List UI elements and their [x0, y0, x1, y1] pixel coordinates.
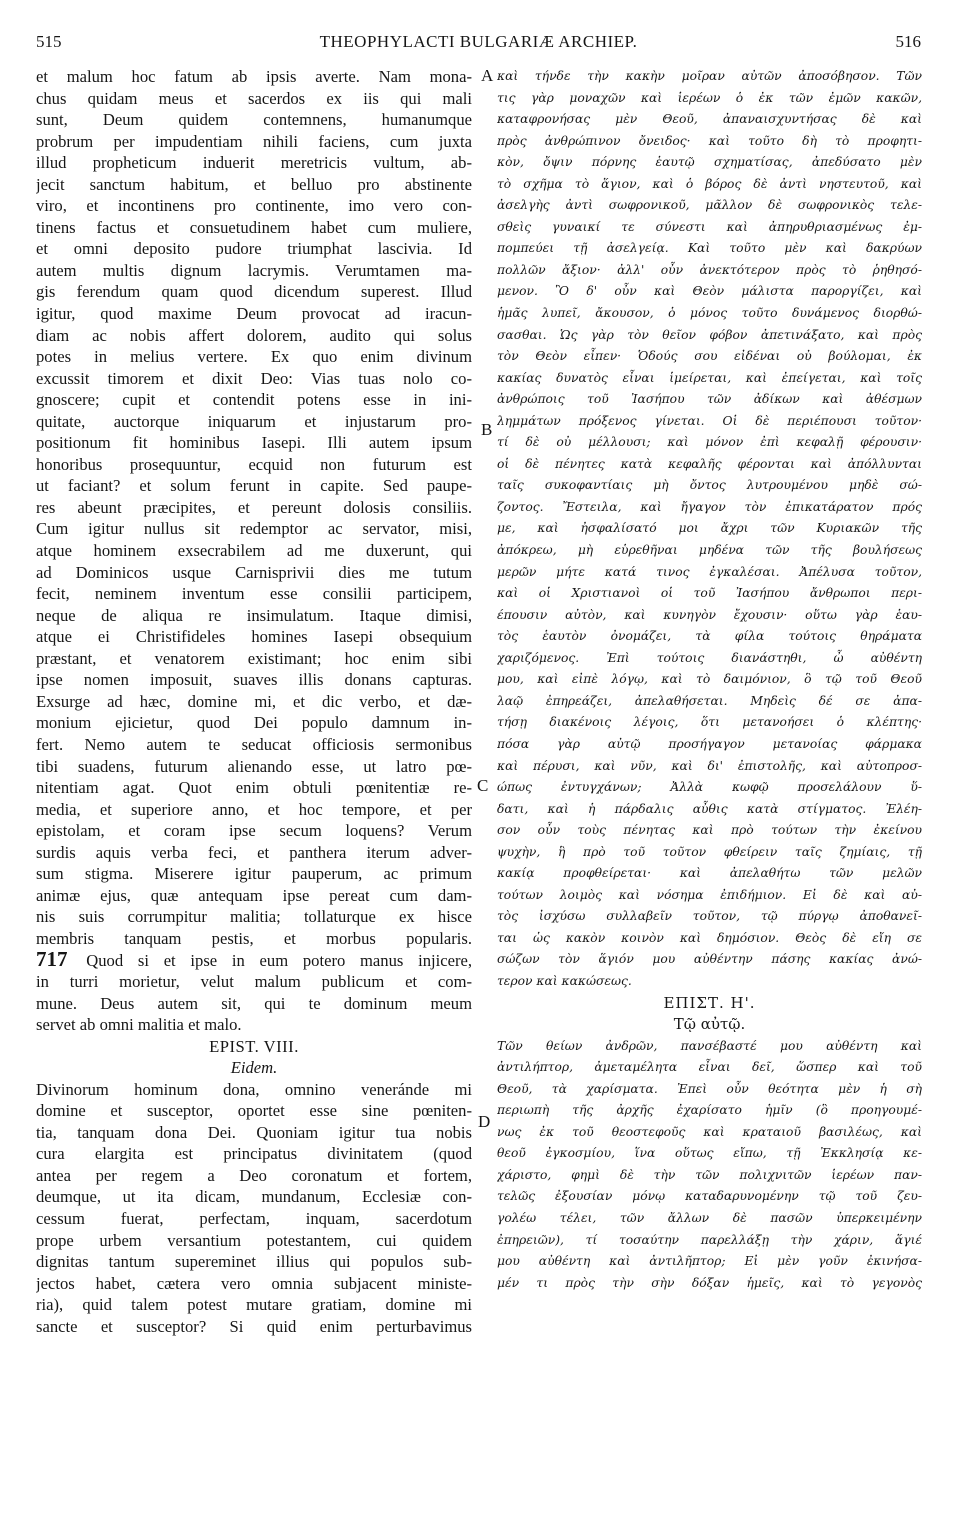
- text-line: μενον. Ὃ δ' οὖν καὶ Θεὸν μάλιστα παροργίζει, καὶ: [497, 284, 922, 299]
- text-line: deumque, ut ita dicam, mundanum, Ecclesiæ con-: [36, 1187, 472, 1207]
- text-line: δατι, καὶ ἡ πάρδαλις αὖθις κατὰ στίγματος. Ἐλέη-: [497, 801, 922, 816]
- text-line: μου, καὶ εἰπὲ λόγῳ, καὶ τὸ δαιμόνιον, ὃ τῷ τοῦ Θεοῦ: [497, 672, 922, 687]
- text-line-with-column-number: [36, 949, 472, 971]
- text-line: ἀντιλήπτορ, ἀμεταμέλητα εἶναι δεῖ, ὥσπερ καὶ τοῦ: [497, 1060, 922, 1075]
- text-line: ria), quid talem potest mutare gratiam, domine mi: [36, 1295, 472, 1315]
- epistle-addressee-latin: Eidem.: [230, 1058, 278, 1078]
- text-line: καταφρονήσας μὲν Θεοῦ, ἀπαναισχυντήσας δὲ καὶ: [497, 112, 922, 127]
- text-line: Θεοῦ, τὰ χαρίσματα. Ἐπεὶ οὖν θεότητα μὲν ἡ σὴ: [497, 1081, 922, 1096]
- text-line: ζοντος. Ἔστειλα, καὶ ἤγαγον τὸν ἐπικατάρατον πρός: [497, 499, 922, 514]
- text-line: νως ἐκ τοῦ θεοστεφοῦς καὶ κραταιοῦ βασιλέως, καὶ: [497, 1124, 922, 1139]
- greek-column: [497, 66, 922, 1294]
- text-line: ipse nomen imposuit, suaves illis donans capturas.: [36, 670, 472, 690]
- text-line: quitate, auctorque iniquarum et injustarum pro-: [36, 411, 472, 431]
- text-line: ut faciant? et solum ferunt in capite. Sed paupe-: [36, 476, 472, 496]
- text-line: χαριζόμενος. Ἐπὶ τούτοις διανάστηθι, ὦ αὐθέντη: [497, 650, 922, 665]
- text-line: ἀσελγὴς ἀντὶ σωφρονικοῦ, μᾶλλον δὲ σωφρονικὸς τελε-: [497, 198, 922, 213]
- margin-letter-b: B: [481, 420, 493, 439]
- text-line: ταῖς συκοφαντίαις μὴ ὄντος λυτρουμένου μηδὲ σώ-: [497, 478, 922, 493]
- text-line: τὸς ἑαυτὸν ὀνομάζει, τὰ φίλα τούτοις θηράματα: [497, 629, 922, 644]
- text-line: autem multis dignum lacrymis. Verumtamen ma-: [36, 260, 472, 280]
- text-line: probrum per impudentiam nihili faciens, cum juxta: [36, 131, 472, 151]
- text-line: atque ei Christifideles homines Iasepi obsequium: [36, 627, 472, 647]
- text-line: τὸ σχῆμα τὸ ἅγιον, καὶ ὁ βόρος δὲ ἀντὶ νηστευτοῦ, καὶ: [497, 176, 922, 191]
- text-line: ἀνθρώποις τοῦ Ἰασήπου τῶν ἀδίκων καὶ ἀθέσμων: [497, 392, 922, 407]
- text-line: ται ὡς κακὸν κοινὸν καὶ δημόσιον. Θεὸς δὲ εἴη σε: [497, 930, 922, 945]
- page-header: [36, 32, 921, 56]
- text-line: μερῶν μήτε κατά τινος ἐγκαλέσαι. Ἀπέλυσα τοῦτον,: [497, 564, 922, 579]
- text-line: τήσῃ διακένοις λέγοις, ὅτι μετανοήσει ὁ κλέπτης·: [497, 715, 922, 730]
- text-line: atque hominem exsecrabilem ad me duxerunt, qui: [36, 541, 472, 561]
- text-line: γολέω τέλει, τῶν ἄλλων δὲ πασῶν ὑπερκειμένην: [497, 1210, 922, 1225]
- text-line: κακίᾳ προφθείρεται· καὶ ἀπελαθήτω τῶν μελῶν: [497, 866, 922, 881]
- page-number-right: 516: [895, 32, 921, 51]
- text-line: sancte et susceptor? Si quid enim perturbavimus: [36, 1316, 472, 1336]
- text-line: πρὸς ἀνθρώπινον ὄνειδος· καὶ τοῦτο δὴ τὸ προφητι-: [497, 133, 922, 148]
- text-line: gnoscere; cupit et contendit potens esse in ini-: [36, 390, 472, 410]
- text-line: Divinorum hominum dona, omnino veneránde mi: [36, 1079, 472, 1099]
- text-line: cura elargita est principatus divinitatem (quod: [36, 1144, 472, 1164]
- text-line: prope urbem versantium potestantem, cui quidem: [36, 1230, 472, 1250]
- text-line-last: τερον καὶ κακώσεως.: [497, 973, 632, 988]
- text-line: fert. Nemo autem te seducat officiosis sermonibus: [36, 734, 472, 754]
- text-line: καὶ τήνδε τὴν κακὴν μοῖραν αὐτῶν ἀποσόβησον. Τῶν: [497, 69, 922, 83]
- text-line: περιωπὴ τῆς ἀρχῆς ἐχαρίσατο ἡμῖν (ὃ προηγουμέ-: [497, 1103, 922, 1118]
- text-line: mune. Deus autem sit, qui te dominum meum: [36, 993, 472, 1013]
- column-number-717: 717: [36, 949, 68, 971]
- text-line: illud propheticum induerit meretricis vultum, ab-: [36, 153, 472, 173]
- text-line: σώζων τὸν ἅγιόν μου αὐθέντην πάσης κακίας ἀνώ-: [497, 952, 922, 967]
- text-line-after-number: Quod si et ipse in eum potero manus injicere,: [71, 951, 472, 971]
- text-line: Exsurge ad hæc, domine mi, et dic verbo, et dæ-: [36, 691, 472, 711]
- text-line: dignitas tantum supereminet illius qui populos sub-: [36, 1252, 472, 1272]
- text-line: σον οὖν τοὺς πένητας καὶ πρὸ τούτων τὴν ἐκείνου: [497, 823, 922, 838]
- text-line: πόσα γὰρ αὐτῷ προσήγαγον μετανοίας φάρμακα: [497, 736, 922, 751]
- text-line: καὶ πέρυσι, καὶ νῦν, καὶ δι' ἐπιστολῆς, καὶ αὐτοπροσ-: [497, 758, 922, 773]
- text-line: præstant, et venatorem existimant; hoc enim sibi: [36, 648, 472, 668]
- text-line: μου αὐθέντη καὶ ἀντιλῆπτορ; Εἰ μὲν γοῦν ἐκινήσα-: [497, 1254, 922, 1269]
- text-line: cessum fuerat, perfectam, inquam, sacerdotum: [36, 1208, 472, 1228]
- text-line: neque de aliqua re insimulatum. Itaque dimisi,: [36, 605, 472, 625]
- text-line: ἡμᾶς λυπεῖ, ἄκουσον, ὁ μόνος τοῦτο δυνάμενος διορθώ-: [497, 306, 922, 321]
- text-line: ἀπόκρεω, μὴ εὑρεθῆναι μηδένα τῶν τῆς βουλήσεως: [497, 543, 922, 558]
- text-line: in turri morietur, velut malum publicum et com-: [36, 971, 472, 991]
- text-line: animæ ejus, quæ antequam ipse pereat cum dam-: [36, 885, 472, 905]
- text-line: tia, tanquam dona Dei. Quoniam igitur tua nobis: [36, 1122, 472, 1142]
- text-line: fecit, neminem inventum esse consilii participem,: [36, 584, 472, 604]
- text-line: nis suis corrumpitur malitia; tollaturque ex hisce: [36, 907, 472, 927]
- text-line: surdis aquis verba feci, et panthera iterum adver-: [36, 842, 472, 862]
- text-line: τί δὲ οὐ μέλλουσι; καὶ μόνον ἐπὶ κεφαλῇ φέρουσιν·: [497, 435, 922, 450]
- epistle-heading-greek: ΕΠΙΣΤ. Η'.: [663, 993, 756, 1012]
- latin-column: [36, 66, 472, 1337]
- text-line: τὸν Θεὸν εἶπεν· Ὁδούς σου εἰδέναι οὐ βούλομαι, ἐκ: [497, 349, 922, 364]
- text-line: με, καὶ ἠσφαλίσατό μοι ἄχρι τῶν Κυριακῶν τῆς: [497, 521, 922, 536]
- text-line: et omni deposito pudore triumphat lascivia. Id: [36, 239, 472, 259]
- text-line: antea per regem a Deo coronatum et fortem,: [36, 1165, 472, 1185]
- page-number-left: 515: [36, 32, 62, 51]
- text-line: diam ac nobis affert dolorem, audito qui solus: [36, 325, 472, 345]
- text-line: jectos habet, cætera vero omnia subjacent ministe-: [36, 1273, 472, 1293]
- text-line: domine et susceptor, oportet esse sine pœniten-: [36, 1101, 472, 1121]
- text-line: membris tanquam pestis, et morbus popularis.: [36, 928, 472, 948]
- text-line: honoribus prosequuntur, ecquid non futurum est: [36, 454, 472, 474]
- running-title: THEOPHYLACTI BULGARIÆ ARCHIEP.: [319, 32, 638, 51]
- margin-letter-c: C: [477, 776, 489, 795]
- text-line: καὶ οἱ Χριστιανοὶ οἱ τοῦ Ἰασήπου ἄνθρωποι περι-: [497, 586, 922, 601]
- text-line: ἐπηρειῶν), τί τοσαύτην παρελλάξῃ τὴν χάριν, ἅγιέ: [497, 1232, 922, 1247]
- text-line: monium ejicietur, quod Dei populo damnum in-: [36, 713, 472, 733]
- text-line: τις γὰρ μοναχῶν καὶ ἱερέων ὁ ἐκ τῶν ἐμῶν κακῶν,: [497, 90, 922, 105]
- text-line: epistolam, et coram ipse secum loquens? Verum: [36, 821, 472, 841]
- text-line: res abeunt præcipites, et pereunt dolosis consiliis.: [36, 497, 472, 517]
- text-line: et malum hoc fatum ab ipsis averte. Nam mona-: [36, 67, 472, 86]
- text-line: λημμάτων πρόξενος γίνεται. Οἱ δὲ περιέπουσι τοῦτον·: [497, 413, 922, 428]
- text-line: potes in melius vertere. Ex quo enim divinum: [36, 347, 472, 367]
- text-line: jecit sanctum habitum, et belluo pro abstinente: [36, 174, 472, 194]
- text-line: οἱ δὲ πένητες κατὰ κεφαλῆς φέρονται καὶ ἀπόλλυνται: [497, 456, 922, 471]
- text-line: positionum fit hominibus Iasepi. Illi autem ipsum: [36, 433, 472, 453]
- text-line-last: servet ab omni malitia et malo.: [36, 1015, 242, 1035]
- text-line: excussit timorem et dixit Deo: Vias tuas nolo co-: [36, 368, 472, 388]
- text-line: τελῶς ἐξουσίαν μόνῳ καταδαρυνομένην τῷ τοῦ ζευ-: [497, 1189, 922, 1204]
- text-line: ώπως ἐντυγχάνων; Ἀλλὰ κωφῷ προσελάλουν ὕ-: [497, 780, 922, 795]
- text-line: viro, et incontinens pro continente, imo vero con-: [36, 196, 472, 216]
- margin-letter-a: A: [481, 66, 494, 85]
- text-line: λαῷ ἐπηρεάζει, ἀπελαθήσεται. Μηδεὶς δέ σε ἀπα-: [497, 693, 922, 708]
- text-line: τὸς ἰσχύσω συλλαβεῖν τοῦτον, τῷ πύργῳ ἀποθανεῖ-: [497, 909, 922, 924]
- text-line: κακίας δυνατὸς εἶναι ἱμείρεται, καὶ ἐπείγεται, καὶ τοῖς: [497, 370, 922, 385]
- text-line: χάριστο, φημὶ δὲ τὴν τῶν πολιχνιτῶν ἱερέων παν-: [497, 1167, 922, 1182]
- text-line: κὸν, ὄψιν πόρνης ἑαυτῷ σχηματίσας, ἀπεδύσατο μὲν: [497, 155, 922, 170]
- text-line: igitur, quod maxime Deum provocat ad iracun-: [36, 304, 472, 324]
- text-line: σασθαι. Ὡς γὰρ τὸν θεῖον φόβον ἀπετινάξατο, καὶ πρὸς: [497, 327, 922, 342]
- text-line: media, et superiore anno, et hoc tempore, et per: [36, 799, 472, 819]
- text-line: nitentiam agat. Quot enim obtuli pœnitentiæ re-: [36, 778, 472, 798]
- text-line: θεοῦ ἐγκοσμίου, ἵνα οὕτως εἴπω, τῇ Ἐκκλησίᾳ κε-: [497, 1146, 922, 1161]
- text-line: πομπεύει τῇ ἀσελγείᾳ. Καὶ τοῦτο μὲν καὶ δακρύων: [497, 241, 922, 256]
- epistle-addressee-greek: Τῷ αὐτῷ.: [673, 1015, 746, 1034]
- text-line: ψυχὴν, ἣ πρὸ τοῦ τοῦτον φθείρειν ταῖς ζημίαις, τῇ: [497, 844, 922, 859]
- text-line: sunt, Deum quidem contemnens, humanumque: [36, 110, 472, 130]
- epistle-heading-latin: EPIST. VIII.: [209, 1036, 299, 1056]
- text-line: σθεὶς γυναικί τε σύνεστι καὶ ἀπηρυθριασμένως ἐμ-: [497, 219, 922, 234]
- text-line: τούτων λοιμὸς καὶ νόσημα ἐπιδήμιον. Εἰ δὲ καὶ αὐ-: [497, 887, 922, 902]
- text-line: chus quidam meus et sacerdos ex iis qui mali: [36, 88, 472, 108]
- margin-letter-d: D: [478, 1112, 491, 1131]
- text-line: μέν τι πρὸς τὴν σὴν δόξαν ἡμεῖς, καὶ τὸ γεγονὸς: [497, 1275, 922, 1290]
- text-line: Τῶν θείων ἀνδρῶν, πανσέβαστέ μου αὐθέντη καὶ: [497, 1038, 922, 1053]
- text-line: έπουσιν αὐτὸν, καὶ κυνηγὸν ἔχουσιν· οὕτω γὰρ ἑαυ-: [497, 607, 922, 622]
- text-line: sum stigma. Miserere igitur pauperum, ac primum: [36, 864, 472, 884]
- text-line: Cum igitur nullus sit redemptor ac servator, misi,: [36, 519, 472, 539]
- text-line: gis ferendum quam quod dicendum superest. Illud: [36, 282, 472, 302]
- text-line: tinens factus et consuetudinem habet cum muliere,: [36, 217, 472, 237]
- text-line: πολλῶν ἄξιον· ἀλλ' οὖν ἀνεκτότερον πρὸς τὸ ῥηθησό-: [497, 262, 922, 277]
- text-line: tibi suadens, futurum alienando esse, ut latro pœ-: [36, 756, 472, 776]
- text-line: ad Dominicos usque Carnisprivii dies me tutum: [36, 562, 472, 582]
